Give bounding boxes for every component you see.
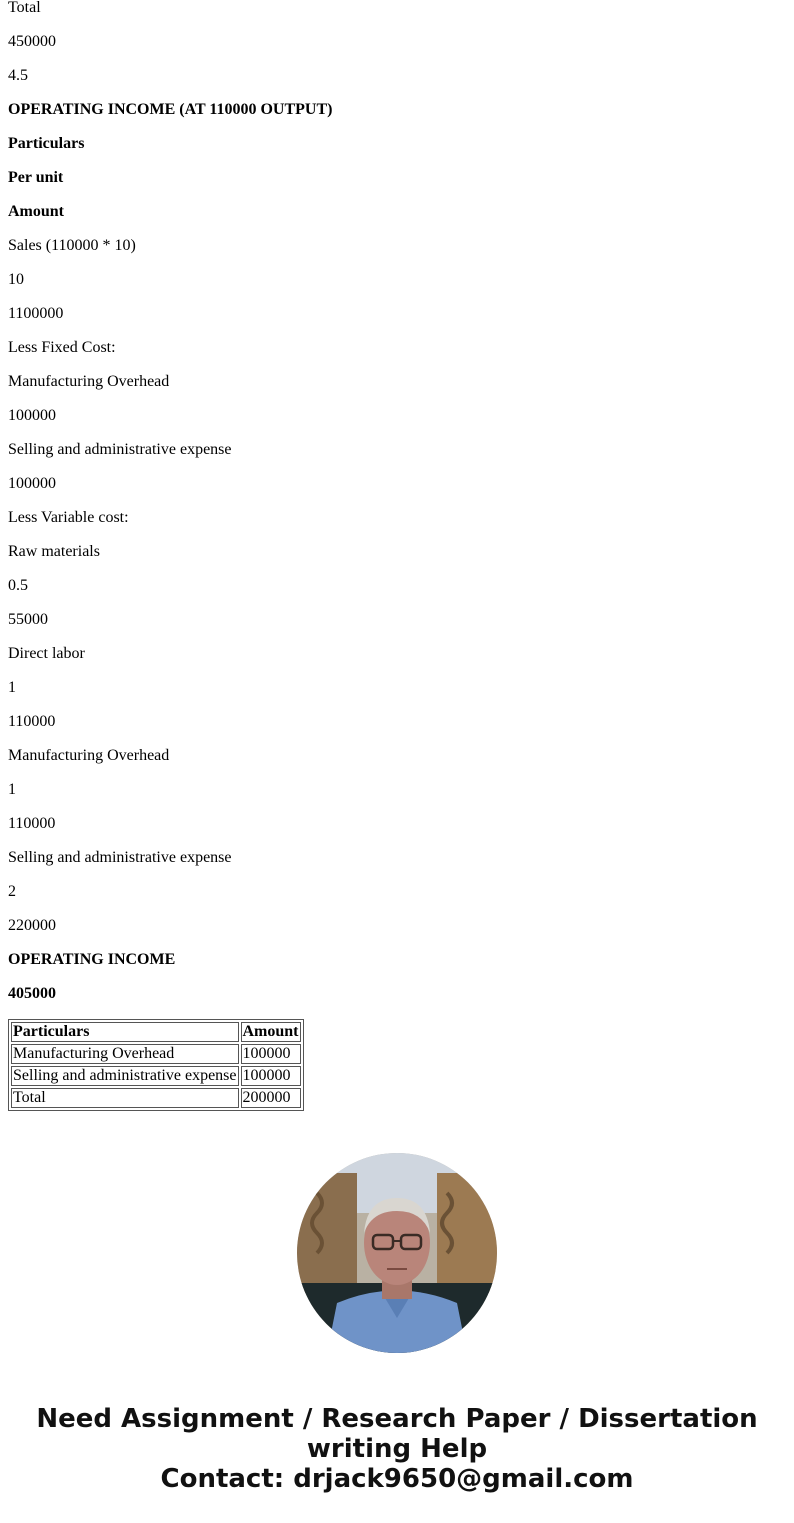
table-cell-particular: Total [11,1088,239,1108]
table-row [11,1044,301,1064]
text-line: Manufacturing Overhead [8,373,170,390]
table-cell-amount: 100000 [241,1066,301,1086]
text-line: 450000 [8,33,56,50]
text-line: Selling and administrative expense [8,849,232,866]
table-header-amount: Amount [242,1023,299,1040]
summary-table [8,1019,304,1111]
text-line: 2 [8,883,16,900]
author-photo-illustration [297,1153,497,1353]
table-cell-particular: Selling and administrative expense [13,1067,237,1084]
heading-line: 405000 [8,985,56,1002]
table-header-particulars: Particulars [11,1022,239,1042]
text-line: 1 [8,781,16,798]
heading-line: Per unit [8,169,64,186]
table-cell-amount: 100000 [241,1044,301,1064]
promo-line-2: writing Help [306,1434,488,1464]
text-line: 100000 [8,475,56,492]
promo-banner [0,1404,794,1494]
text-line: Total [8,0,41,16]
text-line: 1100000 [8,305,64,322]
table-row [11,1066,301,1086]
text-line: Less Fixed Cost: [8,339,116,356]
text-line: 0.5 [8,577,28,594]
heading-line: Particulars [8,135,85,152]
table-cell-particular: Manufacturing Overhead [11,1044,239,1064]
heading-line: OPERATING INCOME (AT 110000 OUTPUT) [8,101,333,118]
text-line: 4.5 [8,67,28,84]
text-line: 1 [8,679,16,696]
author-avatar [297,1153,497,1353]
text-line: 55000 [8,611,48,628]
promo-contact: Contact: drjack9650@gmail.com [160,1464,634,1494]
text-line: Selling and administrative expense [8,441,232,458]
text-line: 110000 [8,713,56,730]
text-line: Manufacturing Overhead [8,747,170,764]
text-line: 110000 [8,815,56,832]
text-line: 220000 [8,917,56,934]
heading-line: OPERATING INCOME [8,951,176,968]
table-header-row [11,1022,301,1042]
text-line: Less Variable cost: [8,509,129,526]
table-total-row [11,1088,301,1108]
heading-line: Amount [8,203,65,220]
promo-line-1: Need Assignment / Research Paper / Dissertation [36,1404,758,1434]
text-line: 100000 [8,407,56,424]
text-line: Sales (110000 * 10) [8,237,136,254]
text-line: 10 [8,271,24,288]
text-line: Raw materials [8,543,100,560]
text-line: Direct labor [8,645,85,662]
table-cell-amount: 200000 [241,1088,301,1108]
